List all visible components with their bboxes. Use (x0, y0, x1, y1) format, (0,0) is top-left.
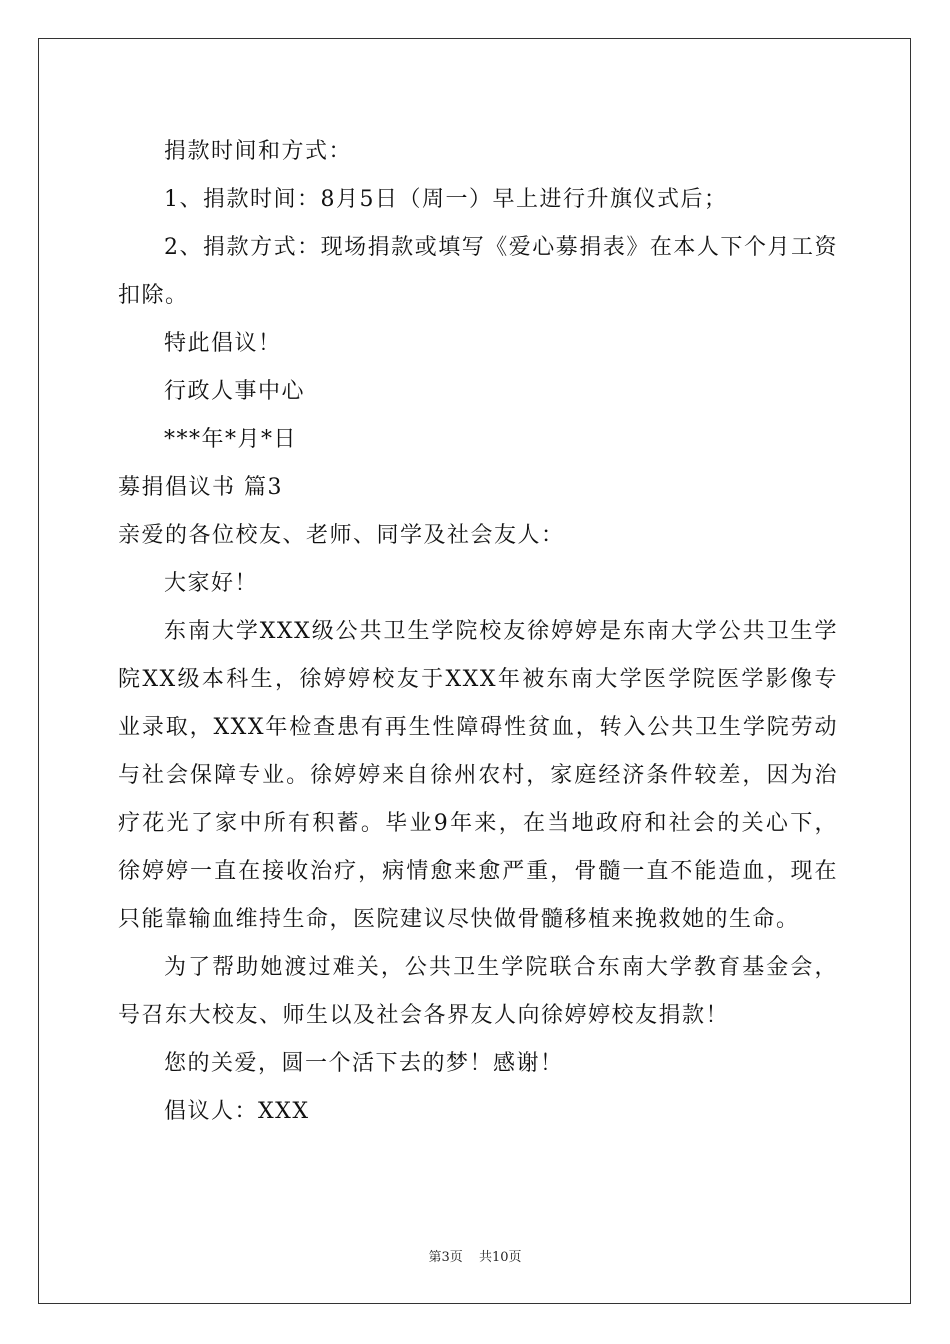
document-body (118, 128, 838, 1136)
body-paragraph-1: 东南大学XXX级公共卫生学院校友徐婷婷是东南大学公共卫生学院XX级本科生，徐婷婷校友于XXX年被东南大学医学院医学影像专业录取，XXX年检查患有再生性障碍性贫血，转入公共卫生学院劳动与社会保障专业。徐婷婷来自徐州农村，家庭经济条件较差，因为治疗花光了家中所有积蓄。毕业9年来，在当地政府和社会的关心下，徐婷婷一直在接收治疗，病情愈来愈严重，骨髓一直不能造血，现在只能靠输血维持生命，医院建议尽快做骨髓移植来挽救她的生命。 (118, 619, 839, 932)
proposal-closing: 特此倡议！ (164, 331, 282, 356)
issuer-department: 行政人事中心 (164, 379, 306, 404)
donation-time-method-title: 捐款时间和方式： (164, 139, 353, 164)
page-number-total: 共10页 (478, 1250, 522, 1265)
page-number-current: 第3页 (428, 1250, 463, 1265)
section-heading: 募捐倡议书 篇3 (118, 475, 283, 500)
closing-line: 您的关爱，圆一个活下去的梦！感谢！ (164, 1051, 564, 1076)
page-footer (0, 1246, 950, 1265)
signature-line: 倡议人：XXX (164, 1099, 310, 1124)
donation-time-item: 1、捐款时间：8月5日（周一）早上进行升旗仪式后； (164, 187, 728, 212)
issue-date: ***年*月*日 (164, 427, 298, 452)
greeting: 大家好！ (164, 571, 259, 596)
donation-method-item: 2、捐款方式：现场捐款或填写《爱心募捐表》在本人下个月工资扣除。 (118, 235, 838, 308)
salutation: 亲爱的各位校友、老师、同学及社会友人： (118, 523, 565, 548)
body-paragraph-2: 为了帮助她渡过难关，公共卫生学院联合东南大学教育基金会，号召东大校友、师生以及社会各界友人向徐婷婷校友捐款！ (118, 955, 838, 1028)
